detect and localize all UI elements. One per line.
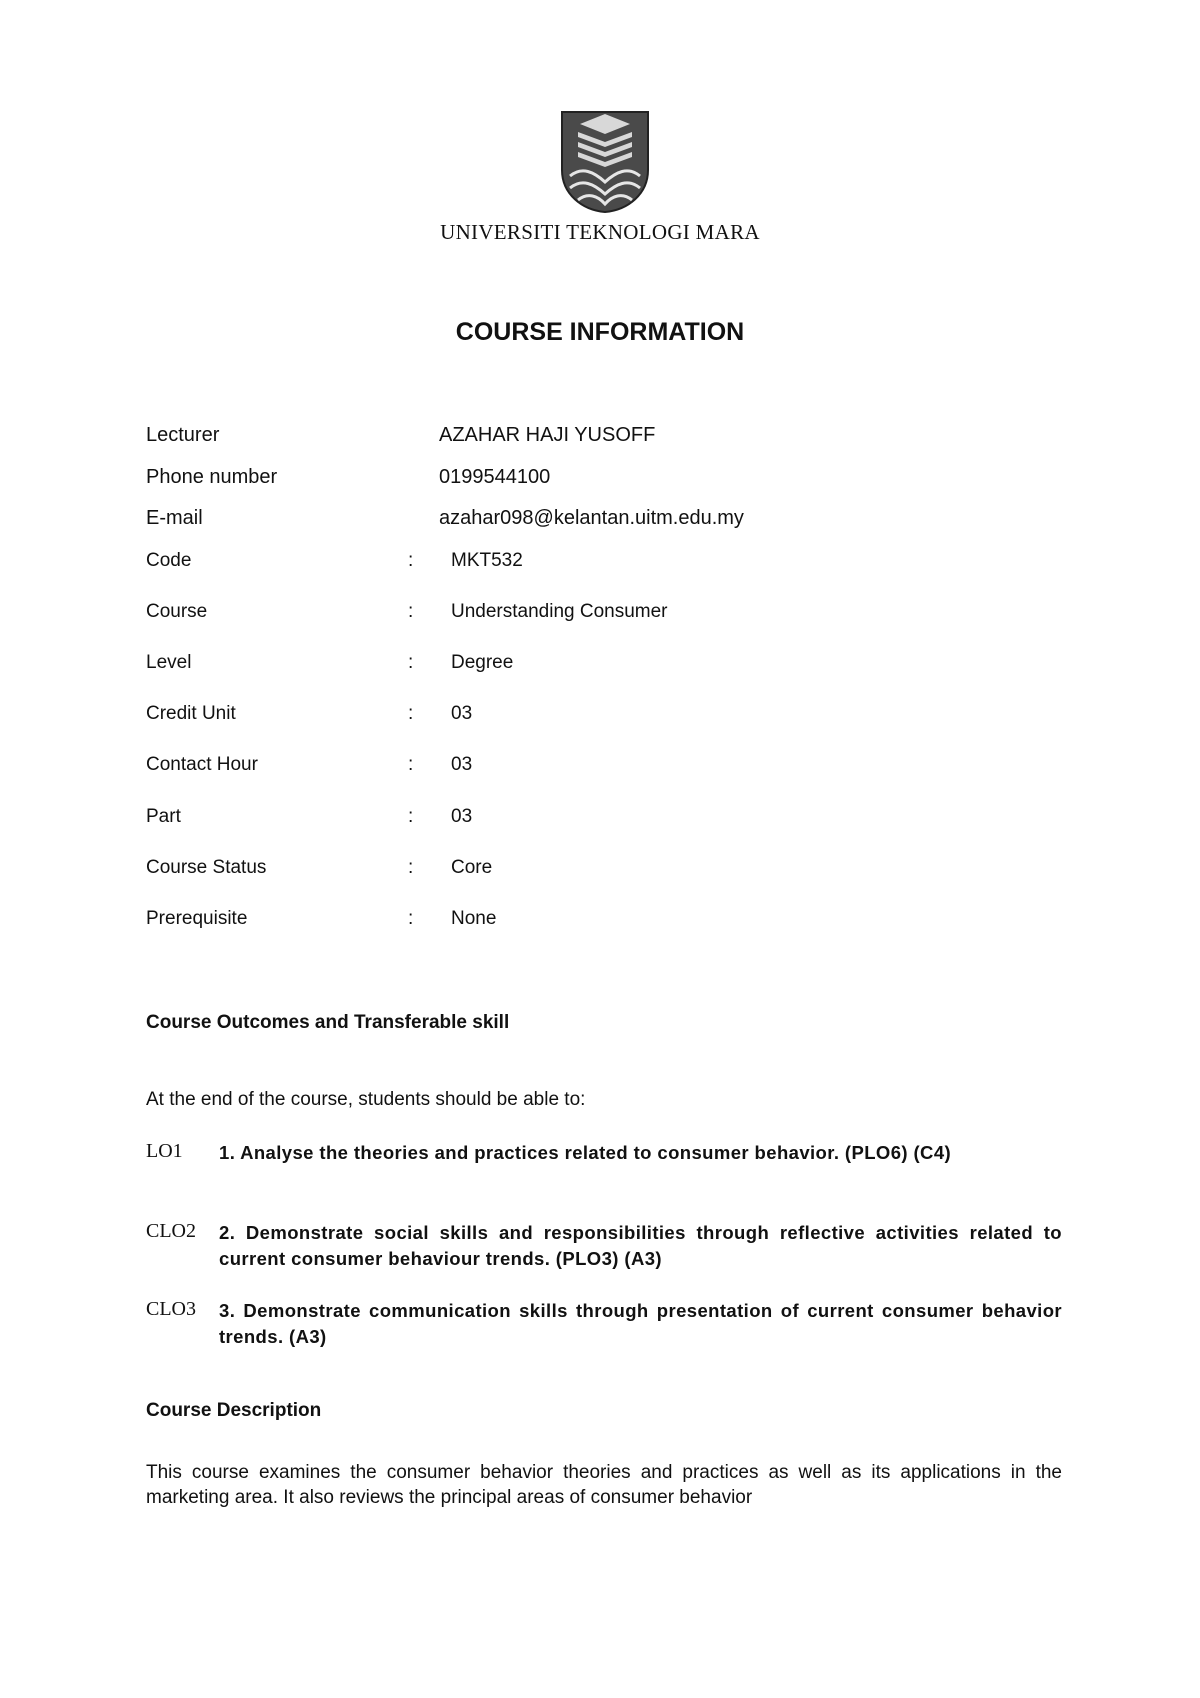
detail-label: Prerequisite	[146, 908, 248, 929]
detail-separator: :	[408, 857, 414, 878]
email-label: E-mail	[146, 507, 203, 529]
outcomes-heading: Course Outcomes and Transferable skill	[146, 1012, 510, 1033]
detail-value: 03	[451, 754, 473, 775]
detail-value: MKT532	[451, 550, 523, 571]
detail-value: Understanding Consumer	[451, 601, 668, 622]
outcome-code: LO1	[146, 1140, 183, 1162]
detail-separator: :	[408, 550, 414, 571]
detail-separator: :	[408, 908, 414, 929]
phone-label: Phone number	[146, 466, 278, 488]
email-value: azahar098@kelantan.uitm.edu.my	[439, 507, 744, 529]
university-name: UNIVERSITI TEKNOLOGI MARA	[440, 220, 760, 244]
outcome-text: 2. Demonstrate social skills and responsibilities through reflective activities related to current consumer behaviour trends. (PLO3) (A3)	[219, 1222, 1062, 1269]
detail-value: Core	[451, 857, 493, 878]
detail-value: Degree	[451, 652, 514, 673]
university-crest-logo	[560, 110, 650, 214]
detail-separator: :	[408, 601, 414, 622]
outcome-code: CLO2	[146, 1220, 196, 1242]
detail-label: Credit Unit	[146, 703, 236, 724]
outcomes-intro: At the end of the course, students should be able to:	[146, 1089, 586, 1110]
detail-label: Course Status	[146, 857, 267, 878]
detail-value: 03	[451, 806, 473, 827]
outcome-text: 3. Demonstrate communication skills through presentation of current consumer behavior trends. (A3)	[219, 1300, 1062, 1347]
description-heading: Course Description	[146, 1400, 322, 1421]
detail-label: Level	[146, 652, 192, 673]
outcome-text: 1. Analyse the theories and practices related to consumer behavior. (PLO6) (C4)	[219, 1142, 952, 1163]
description-text: This course examines the consumer behavior theories and practices as well as its applications in the marketing area. It also reviews the principal areas of consumer behavior	[146, 1462, 1062, 1508]
lecturer-label: Lecturer	[146, 424, 220, 446]
lecturer-value: AZAHAR HAJI YUSOFF	[439, 424, 656, 446]
detail-separator: :	[408, 806, 414, 827]
detail-separator: :	[408, 703, 414, 724]
detail-value: 03	[451, 703, 473, 724]
detail-label: Course	[146, 601, 208, 622]
detail-separator: :	[408, 754, 414, 775]
page-title: COURSE INFORMATION	[455, 318, 745, 346]
detail-label: Code	[146, 550, 192, 571]
outcome-code: CLO3	[146, 1298, 196, 1320]
detail-value: None	[451, 908, 497, 929]
detail-separator: :	[408, 652, 414, 673]
detail-label: Part	[146, 806, 181, 827]
detail-label: Contact Hour	[146, 754, 258, 775]
phone-value: 0199544100	[439, 466, 551, 488]
